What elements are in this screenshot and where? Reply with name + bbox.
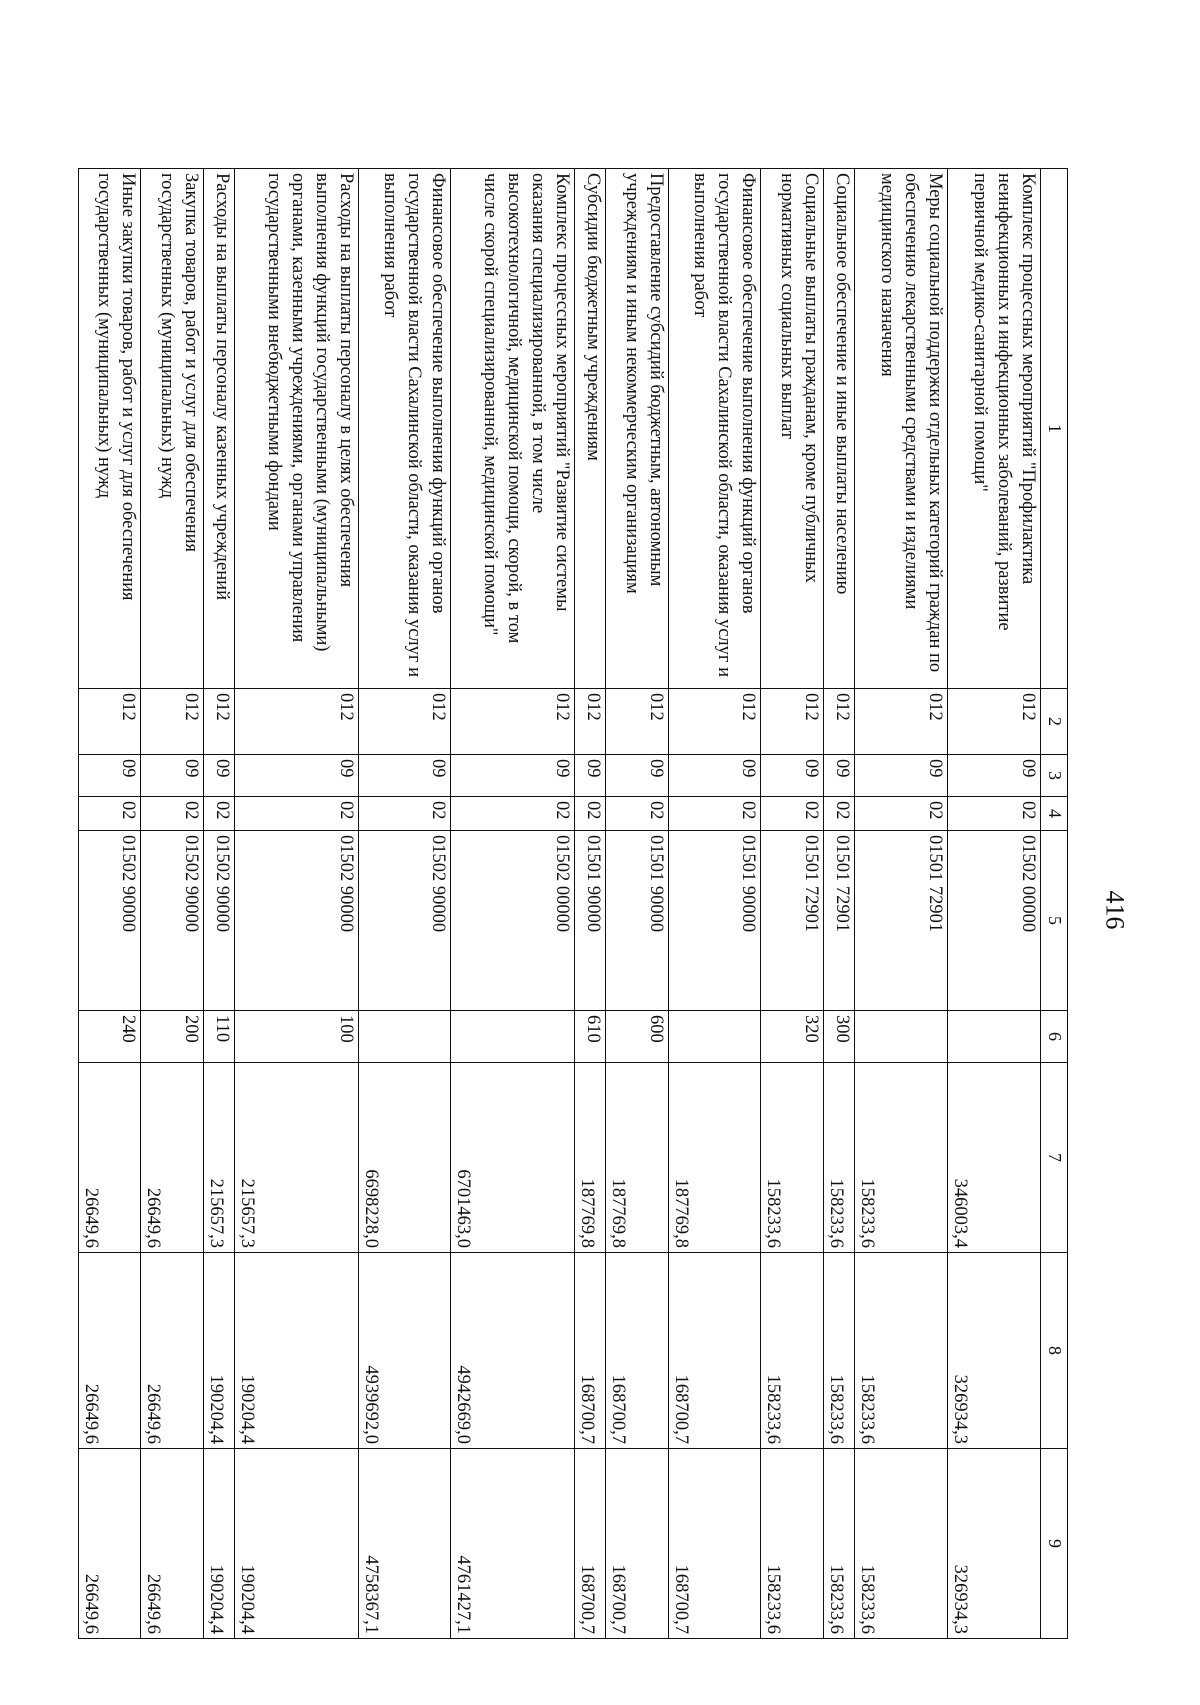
expense-type-cell: 110 bbox=[203, 1011, 235, 1063]
target-article-cell: 01502 90000 bbox=[79, 831, 141, 1011]
target-article-cell: 01501 72901 bbox=[823, 831, 855, 1011]
table-row bbox=[451, 169, 574, 1639]
amount-year2-cell: 168700,7 bbox=[606, 1253, 668, 1449]
amount-year2-cell: 168700,7 bbox=[574, 1253, 606, 1449]
table-row bbox=[358, 169, 451, 1639]
amount-year2-cell: 158233,6 bbox=[823, 1253, 855, 1449]
section-cell: 09 bbox=[823, 755, 855, 797]
target-article-cell: 01502 90000 bbox=[235, 831, 358, 1011]
amount-year3-cell: 26649,6 bbox=[141, 1449, 203, 1639]
subsection-cell: 02 bbox=[668, 797, 761, 831]
table-row bbox=[855, 169, 948, 1639]
section-cell: 09 bbox=[668, 755, 761, 797]
expense-type-cell: 300 bbox=[823, 1011, 855, 1063]
expense-type-cell bbox=[451, 1011, 574, 1063]
section-cell: 09 bbox=[235, 755, 358, 797]
expense-type-cell: 600 bbox=[606, 1011, 668, 1063]
amount-year3-cell: 4761427,1 bbox=[451, 1449, 574, 1639]
expense-type-cell bbox=[668, 1011, 761, 1063]
admin-code-cell: 012 bbox=[358, 689, 451, 755]
subsection-cell: 02 bbox=[141, 797, 203, 831]
section-cell: 09 bbox=[948, 755, 1041, 797]
row-name-cell: Субсидии бюджетным учреждениям bbox=[574, 169, 606, 689]
row-name-cell: Комплекс процессных мероприятий "Развитие системы оказания специализированной, в том числе высокотехнологичной, медицинской помощи, скорой, в том числе скорой специализированной, медицинской помощи" bbox=[451, 169, 574, 689]
row-name-cell: Закупка товаров, работ и услуг для обеспечения государственных (муниципальных) нужд bbox=[141, 169, 203, 689]
amount-year3-cell: 190204,4 bbox=[203, 1449, 235, 1639]
amount-year2-cell: 26649,6 bbox=[141, 1253, 203, 1449]
amount-year1-cell: 6701463,0 bbox=[451, 1063, 574, 1253]
amount-year1-cell: 6698228,0 bbox=[358, 1063, 451, 1253]
target-article-cell: 01502 00000 bbox=[948, 831, 1041, 1011]
section-cell: 09 bbox=[761, 755, 823, 797]
target-article-cell: 01502 90000 bbox=[358, 831, 451, 1011]
budget-table bbox=[78, 168, 1068, 1639]
amount-year2-cell: 326934,3 bbox=[948, 1253, 1041, 1449]
row-name-cell: Иные закупки товаров, работ и услуг для обеспечения государственных (муниципальных) нужд bbox=[79, 169, 141, 689]
table-row bbox=[203, 169, 235, 1639]
amount-year1-cell: 26649,6 bbox=[141, 1063, 203, 1253]
table-row bbox=[606, 169, 668, 1639]
amount-year3-cell: 4758367,1 bbox=[358, 1449, 451, 1639]
expense-type-cell bbox=[855, 1011, 948, 1063]
amount-year2-cell: 190204,4 bbox=[235, 1253, 358, 1449]
section-cell: 09 bbox=[855, 755, 948, 797]
target-article-cell: 01501 90000 bbox=[668, 831, 761, 1011]
amount-year2-cell: 168700,7 bbox=[668, 1253, 761, 1449]
admin-code-cell: 012 bbox=[141, 689, 203, 755]
expense-type-cell: 240 bbox=[79, 1011, 141, 1063]
table-row bbox=[235, 169, 358, 1639]
subsection-cell: 02 bbox=[823, 797, 855, 831]
header-cell: 4 bbox=[1041, 797, 1068, 831]
header-cell: 9 bbox=[1041, 1449, 1068, 1639]
header-cell: 2 bbox=[1041, 689, 1068, 755]
table-row bbox=[668, 169, 761, 1639]
row-name-cell: Социальные выплаты гражданам, кроме публичных нормативных социальных выплат bbox=[761, 169, 823, 689]
amount-year1-cell: 187769,8 bbox=[668, 1063, 761, 1253]
amount-year1-cell: 187769,8 bbox=[574, 1063, 606, 1253]
amount-year3-cell: 168700,7 bbox=[606, 1449, 668, 1639]
header-cell: 3 bbox=[1041, 755, 1068, 797]
table-row bbox=[141, 169, 203, 1639]
expense-type-cell bbox=[358, 1011, 451, 1063]
amount-year1-cell: 158233,6 bbox=[855, 1063, 948, 1253]
subsection-cell: 02 bbox=[203, 797, 235, 831]
expense-type-cell: 610 bbox=[574, 1011, 606, 1063]
amount-year3-cell: 190204,4 bbox=[235, 1449, 358, 1639]
amount-year3-cell: 158233,6 bbox=[823, 1449, 855, 1639]
subsection-cell: 02 bbox=[574, 797, 606, 831]
row-name-cell: Комплекс процессных мероприятий "Профилактика неинфекционных и инфекционных заболеваний, развитие первичной медико-санитарной помощи" bbox=[948, 169, 1041, 689]
admin-code-cell: 012 bbox=[606, 689, 668, 755]
expense-type-cell: 100 bbox=[235, 1011, 358, 1063]
row-name-cell: Расходы на выплаты персоналу казенных учреждений bbox=[203, 169, 235, 689]
row-name-cell: Финансовое обеспечение выполнения функций органов государственной власти Сахалинской области, оказания услуг и выполнения работ bbox=[668, 169, 761, 689]
admin-code-cell: 012 bbox=[203, 689, 235, 755]
amount-year2-cell: 4939692,0 bbox=[358, 1253, 451, 1449]
section-cell: 09 bbox=[606, 755, 668, 797]
target-article-cell: 01501 72901 bbox=[855, 831, 948, 1011]
table-row bbox=[761, 169, 823, 1639]
page-number: 416 bbox=[1100, 890, 1130, 930]
amount-year3-cell: 168700,7 bbox=[668, 1449, 761, 1639]
amount-year2-cell: 4942669,0 bbox=[451, 1253, 574, 1449]
section-cell: 09 bbox=[141, 755, 203, 797]
amount-year1-cell: 26649,6 bbox=[79, 1063, 141, 1253]
header-cell: 6 bbox=[1041, 1011, 1068, 1063]
section-cell: 09 bbox=[451, 755, 574, 797]
header-cell: 7 bbox=[1041, 1063, 1068, 1253]
header-cell: 5 bbox=[1041, 831, 1068, 1011]
header-cell: 1 bbox=[1041, 169, 1068, 689]
amount-year1-cell: 215657,3 bbox=[203, 1063, 235, 1253]
admin-code-cell: 012 bbox=[948, 689, 1041, 755]
row-name-cell: Предоставление субсидий бюджетным, автономным учреждениям и иным некоммерческим организациям bbox=[606, 169, 668, 689]
target-article-cell: 01502 90000 bbox=[203, 831, 235, 1011]
admin-code-cell: 012 bbox=[855, 689, 948, 755]
row-name-cell: Социальное обеспечение и иные выплаты населению bbox=[823, 169, 855, 689]
target-article-cell: 01502 00000 bbox=[451, 831, 574, 1011]
admin-code-cell: 012 bbox=[235, 689, 358, 755]
expense-type-cell bbox=[948, 1011, 1041, 1063]
target-article-cell: 01501 90000 bbox=[606, 831, 668, 1011]
amount-year3-cell: 158233,6 bbox=[855, 1449, 948, 1639]
subsection-cell: 02 bbox=[358, 797, 451, 831]
subsection-cell: 02 bbox=[761, 797, 823, 831]
table-row bbox=[823, 169, 855, 1639]
amount-year3-cell: 158233,6 bbox=[761, 1449, 823, 1639]
subsection-cell: 02 bbox=[948, 797, 1041, 831]
subsection-cell: 02 bbox=[606, 797, 668, 831]
row-name-cell: Меры социальной поддержки отдельных категорий граждан по обеспечению лекарственными средствами и изделиями медицинского назначения bbox=[855, 169, 948, 689]
document-sheet bbox=[78, 168, 1068, 1638]
header-cell: 8 bbox=[1041, 1253, 1068, 1449]
admin-code-cell: 012 bbox=[79, 689, 141, 755]
table-row bbox=[79, 169, 141, 1639]
admin-code-cell: 012 bbox=[574, 689, 606, 755]
expense-type-cell: 200 bbox=[141, 1011, 203, 1063]
admin-code-cell: 012 bbox=[823, 689, 855, 755]
row-name-cell: Расходы на выплаты персоналу в целях обеспечения выполнения функций государственными (муниципальными) органами, казенными учреждениями, органами управления государственными внебюджетными фондами bbox=[235, 169, 358, 689]
table-row bbox=[574, 169, 606, 1639]
admin-code-cell: 012 bbox=[668, 689, 761, 755]
amount-year2-cell: 158233,6 bbox=[761, 1253, 823, 1449]
amount-year2-cell: 26649,6 bbox=[79, 1253, 141, 1449]
section-cell: 09 bbox=[358, 755, 451, 797]
admin-code-cell: 012 bbox=[451, 689, 574, 755]
rotated-table-wrapper bbox=[78, 168, 1068, 1638]
amount-year3-cell: 326934,3 bbox=[948, 1449, 1041, 1639]
amount-year1-cell: 158233,6 bbox=[823, 1063, 855, 1253]
subsection-cell: 02 bbox=[235, 797, 358, 831]
subsection-cell: 02 bbox=[79, 797, 141, 831]
amount-year3-cell: 26649,6 bbox=[79, 1449, 141, 1639]
table-header-row bbox=[1041, 169, 1068, 1639]
subsection-cell: 02 bbox=[855, 797, 948, 831]
amount-year2-cell: 190204,4 bbox=[203, 1253, 235, 1449]
amount-year3-cell: 168700,7 bbox=[574, 1449, 606, 1639]
section-cell: 09 bbox=[574, 755, 606, 797]
row-name-cell: Финансовое обеспечение выполнения функций органов государственной власти Сахалинской области, оказания услуг и выполнения работ bbox=[358, 169, 451, 689]
subsection-cell: 02 bbox=[451, 797, 574, 831]
table-row bbox=[948, 169, 1041, 1639]
admin-code-cell: 012 bbox=[761, 689, 823, 755]
target-article-cell: 01501 72901 bbox=[761, 831, 823, 1011]
amount-year2-cell: 158233,6 bbox=[855, 1253, 948, 1449]
amount-year1-cell: 158233,6 bbox=[761, 1063, 823, 1253]
target-article-cell: 01501 90000 bbox=[574, 831, 606, 1011]
amount-year1-cell: 187769,8 bbox=[606, 1063, 668, 1253]
target-article-cell: 01502 90000 bbox=[141, 831, 203, 1011]
section-cell: 09 bbox=[79, 755, 141, 797]
section-cell: 09 bbox=[203, 755, 235, 797]
amount-year1-cell: 346003,4 bbox=[948, 1063, 1041, 1253]
expense-type-cell: 320 bbox=[761, 1011, 823, 1063]
amount-year1-cell: 215657,3 bbox=[235, 1063, 358, 1253]
